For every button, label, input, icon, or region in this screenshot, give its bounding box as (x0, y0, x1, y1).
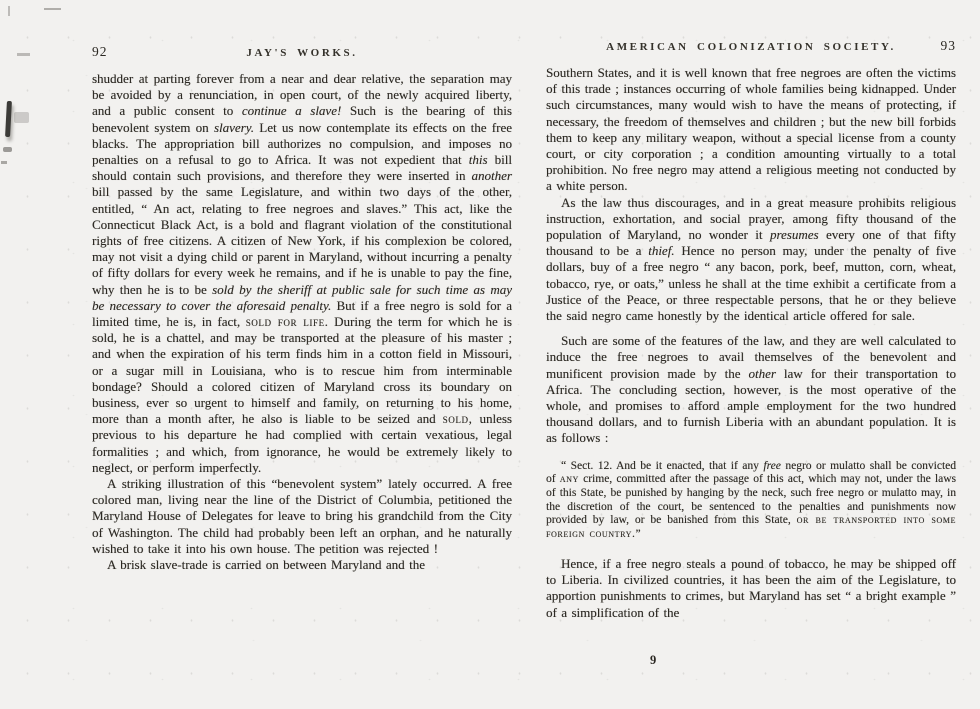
paragraph (546, 556, 956, 621)
text-segment: negro or mulatto shall be convicted of (546, 459, 956, 486)
text-segment: every one of that fifty thousand to be a (546, 227, 957, 259)
text-segment: continue a slave! (241, 103, 342, 119)
scan-artifact (8, 6, 10, 16)
paragraph (546, 195, 956, 325)
signature-mark: 9 (650, 653, 657, 667)
text-segment: other (748, 365, 776, 381)
left-page-text (92, 71, 512, 573)
text-segment: Let us now contemplate its effects on the free blacks. The appropriation bill authorizes no compulsion, and imposes no penalties on a refusal to go to Africa. It was not expedient that (92, 119, 512, 168)
text-segment: During the term for which he is sold, he is a chattel, and may be transported at the pleasure of his master ; and when the expiration of his term finds him in a cotton field in Missouri, or a sugar mill in Louisiana, who is to rescue him from interminable bondage? Should a colored citizen of Maryland cross its boundary on business, ever so urgent to himself and family, on returning to his home, more than a month after, he also is liable to be seized and (92, 314, 512, 427)
text-segment: As the law thus discourages, and in a great measure prohibits religious instruction, exhortation, and social prayer, among fifty thousand of the population of Maryland, no wonder it (546, 194, 956, 243)
right-running-header: AMERICAN COLONIZATION SOCIETY. (606, 41, 896, 53)
text-segment: or be transported into some foreign country.” (546, 514, 956, 541)
right-page (546, 38, 956, 621)
text-segment: unless previous to his departure he had complied with certain vexatious, legal formalities ; and which, from ignorance, he would be extremely likely to neglect, or perform imperfectly. (92, 411, 512, 475)
text-segment: bill should contain such provisions, and therefore they were inserted in (92, 152, 512, 184)
text-segment: thief. (648, 243, 675, 259)
text-segment: slavery. (213, 119, 255, 135)
paragraph (92, 476, 512, 557)
text-segment: presumes (769, 227, 819, 243)
text-segment: But if a free negro is sold for a limited time, he is, in fact, (92, 297, 512, 330)
right-page-number: 93 (940, 38, 956, 53)
scan-artifact (17, 53, 30, 56)
scan-artifact (3, 147, 12, 152)
paragraph (546, 460, 956, 542)
text-segment: sold, (442, 411, 473, 427)
scan-artifact (44, 8, 61, 10)
text-segment: A brisk slave-trade is carried on between Maryland and the (107, 557, 425, 573)
paragraph (546, 333, 956, 446)
text-segment: sold by the sheriff at public sale for such time as may be necessary to cover the aforesaid penalty. (92, 281, 512, 313)
paragraph (546, 65, 956, 195)
scan-artifact (14, 112, 29, 123)
left-running-header: JAY'S WORKS. (246, 47, 358, 59)
text-segment: another (471, 168, 512, 184)
left-page (92, 44, 512, 573)
text-segment: this (468, 152, 488, 168)
text-segment: Such are some of the features of the law, and they are well calculated to induce the free negroes to avail themselves of the benevolent and munificent provision made by the (546, 333, 956, 381)
paragraph (92, 557, 512, 573)
scan-artifact (5, 101, 12, 137)
text-segment: A striking illustration of this “benevolent system” lately occurred. A free colored man, living near the line of the District of Columbia, petitioned the Maryland House of Delegates for leave to bring his grandchild from the City of Washington. The child had probably been left an orphan, and he naturally wished to take it into his own house. The petition was rejected ! (92, 476, 512, 556)
text-segment: law for their transportation to Africa. The concluding section, however, is the most operative of the whole, and promises to afford ample employment for the two hundred thousand dollars, and to furnish Liberia with an abundant population. It is as follows : (546, 365, 956, 446)
text-segment: shudder at parting forever from a near and dear relative, the separation may be avoided by a renunciation, in open court, of the newly acquired liberty, and a public consent to (92, 71, 512, 119)
text-segment: crime, committed after the passage of this act, which may not, under the laws of this State, be punished by hanging by the neck, such free negro or mulatto may, in the discretion of the court, be sentenced to the penalties and punishments now provided by law, or be banished from this State, (546, 473, 956, 527)
scan-artifact (1, 161, 7, 164)
text-segment: Hence no person may, under the penalty of five dollars, buy of a free negro “ any bacon, pork, beef, mutton, corn, wheat, tobacco, rye, or oats,” unless he shall at the time exhibit a certificate from a Justice of the Peace, or three respectable persons, that he or they believe the said negro came honestly by the identical article offered for sale. (546, 243, 956, 324)
text-segment: Such is the bearing of this benevolent system on (92, 103, 512, 135)
text-segment: Hence, if a free negro steals a pound of tobacco, he may be shipped off to Liberia. In civilized countries, it has been the aim of the Legislature, to apportion punishments to crimes, but Maryland has set “ a bright example ” of a simplification of the (546, 555, 956, 620)
text-segment: free (763, 459, 781, 472)
right-page-header (546, 38, 956, 54)
text-segment: any (559, 473, 579, 486)
left-page-header (92, 44, 512, 60)
text-segment: Southern States, and it is well known that free negroes are often the victims of this trade ; instances occurring of whole families being kidnapped. Under such circumstances, many would wish to have the means of protecting, if necessary, the freedom of themselves and children ; but the new bill forbids them to keep any military weapon, without a special license from a county court, or city corporation ; a condition amounting virtually to a total prohibition. No free negro may attend a religious meeting not conducted by a white person. (546, 65, 956, 194)
paragraph (92, 71, 512, 476)
text-segment: “ Sect. 12. And be it enacted, that if any (561, 459, 764, 472)
text-segment: bill passed by the same Legislature, and within two days of the other, entitled, “ An act, relating to free negroes and slaves.” This act, like the Connecticut Black Act, is a bold and flagrant violation of the constitutional rights of free citizens. A citizen of New York, if his complexion be colored, may not visit a dying child or parent in Maryland, without incurring a penalty of fifty dollars for every week he remains, and if he is unable to pay the fine, why then he is to be (92, 184, 512, 297)
left-page-number: 92 (92, 44, 108, 59)
text-segment: sold for life. (245, 314, 329, 330)
right-page-text (546, 65, 956, 621)
